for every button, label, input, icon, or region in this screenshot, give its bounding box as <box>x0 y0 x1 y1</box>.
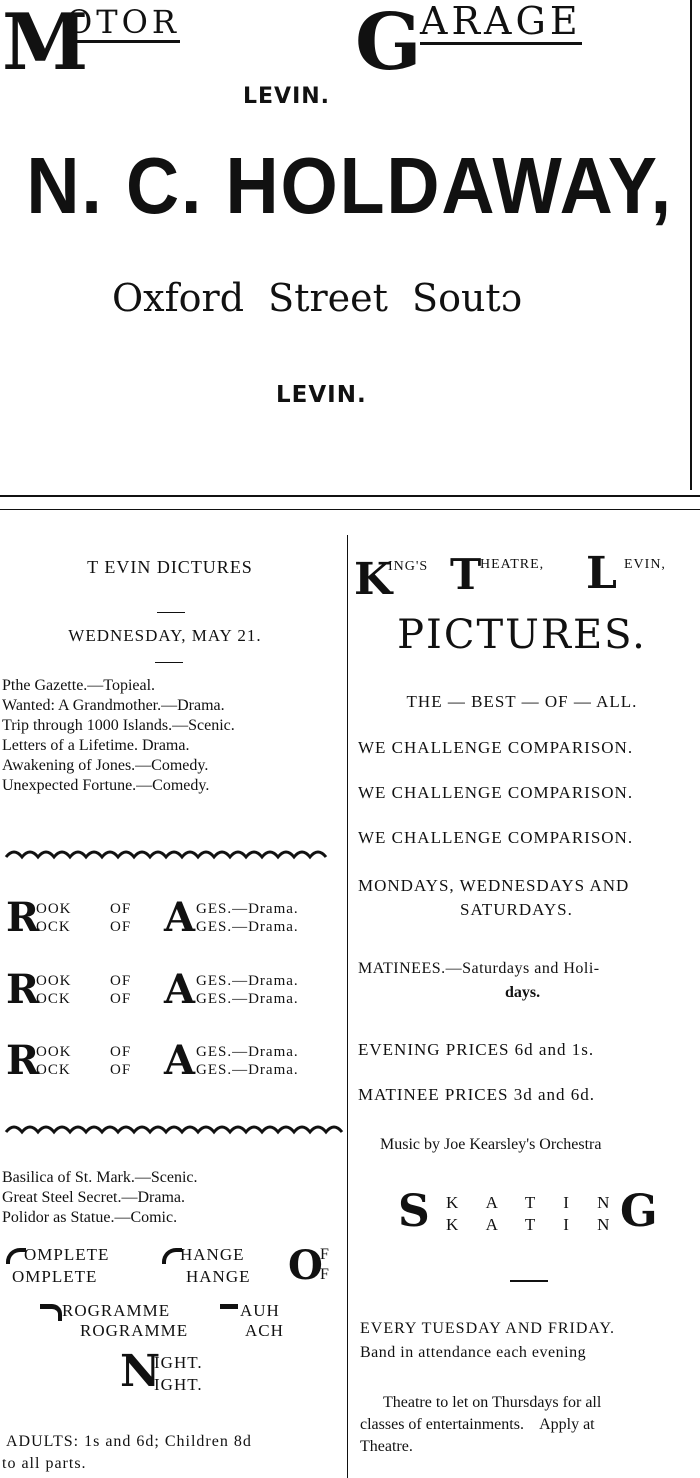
program-item: Great Steel Secret.—Drama. <box>2 1189 186 1206</box>
rock-line-b: OCK <box>36 991 71 1007</box>
rock-line-b: OCK <box>36 919 71 935</box>
drop-cap: R <box>6 894 40 941</box>
street-address: Oxford Street Soutɔ <box>112 276 522 320</box>
garage-initial: G <box>355 0 422 88</box>
kings-theatre-title <box>354 548 700 605</box>
theatre-let-note: Theatre to let on Thursdays for all <box>383 1394 602 1411</box>
decorative-p-cap <box>40 1304 62 1321</box>
garage-rest: ARAGE <box>420 0 582 43</box>
change-line-b: HANGE <box>186 1267 251 1286</box>
band-note: Band in attendance each evening <box>360 1344 587 1361</box>
rock-line-b: OCK <box>36 1062 71 1078</box>
decorative-c-cap <box>6 1248 26 1264</box>
drop-cap: O <box>288 1242 323 1289</box>
ages-line-b: GES.—Drama. <box>196 991 299 1007</box>
column-divider <box>347 535 348 1478</box>
town-label-bottom: LEVIN. <box>276 382 367 408</box>
of-line-b: OF <box>110 1062 132 1078</box>
decorative-c-cap <box>162 1248 182 1264</box>
ages-line-a: GES.—Drama. <box>196 1044 299 1060</box>
change-line-a: HANGE <box>180 1245 245 1264</box>
of-line-a: OF <box>110 901 132 917</box>
levin-word: EVIN, <box>624 557 666 572</box>
drop-cap: T <box>450 550 482 599</box>
town-label-top: LEVIN. <box>243 84 331 109</box>
program-item: Awakening of Jones.—Comedy. <box>2 757 209 774</box>
drop-cap: A <box>164 966 196 1013</box>
program-item: Letters of a Lifetime. Drama. <box>2 737 190 754</box>
advert-border-right <box>690 0 692 490</box>
drop-cap: N <box>120 1346 161 1397</box>
night-line-b: IGHT. <box>154 1375 203 1394</box>
theatre-let-note-cont: classes of entertainments. Apply at <box>360 1416 595 1433</box>
of-line-b: OF <box>110 991 132 1007</box>
show-date: WEDNESDAY, MAY 21. <box>68 626 262 645</box>
ages-line-a: GES.—Drama. <box>196 973 299 989</box>
ages-line-a: GES.—Drama. <box>196 901 299 917</box>
of-line-a: OF <box>110 1044 132 1060</box>
rock-line-a: OOK <box>36 901 72 917</box>
decorative-e-cap <box>220 1304 238 1315</box>
motor-initial: M <box>2 0 89 88</box>
complete-line-a: OMPLETE <box>24 1245 110 1264</box>
drop-cap: A <box>164 894 196 941</box>
screening-days: MONDAYS, WEDNESDAYS AND <box>358 876 630 895</box>
of-suffix-a: F <box>320 1246 330 1263</box>
pictures-heading: PICTURES. <box>397 612 647 658</box>
program-list-2 <box>2 1168 198 1228</box>
of-suffix-b: F <box>320 1266 330 1283</box>
wavy-divider <box>4 845 336 865</box>
programme-line-b: ROGRAMME <box>80 1321 189 1340</box>
levin-pictures-title: T EVIN DICTURES <box>87 557 253 577</box>
advert-border-bottom <box>0 495 700 497</box>
challenge-line: WE CHALLENGE COMPARISON. <box>358 783 634 802</box>
challenge-line: WE CHALLENGE COMPARISON. <box>358 828 634 847</box>
short-rule <box>510 1280 548 1282</box>
program-item: Pthe Gazette.—Topieal. <box>2 677 156 694</box>
program-list-1 <box>2 676 235 796</box>
evening-prices: EVENING PRICES 6d and 1s. <box>358 1040 595 1059</box>
complete-line-b: OMPLETE <box>12 1267 98 1286</box>
drop-cap: A <box>164 1037 196 1084</box>
program-item: Wanted: A Grandmother.—Drama. <box>2 697 225 714</box>
matinees-line: MATINEES.—Saturdays and Holi- <box>358 960 600 977</box>
motor-rest: OTOR <box>66 3 180 41</box>
admission-prices: ADULTS: 1s and 6d; Children 8d <box>6 1433 252 1450</box>
matinee-prices: MATINEE PRICES 3d and 6d. <box>358 1085 596 1104</box>
skating-line-a: K A T I N <box>446 1193 622 1212</box>
screening-days-cont: SATURDAYS. <box>460 900 573 919</box>
program-item: Unexpected Fortune.—Comedy. <box>2 777 210 794</box>
each-line-b: ACH <box>245 1321 284 1340</box>
drop-cap: S <box>398 1186 430 1237</box>
drop-cap: L <box>586 548 617 599</box>
rock-line-a: OOK <box>36 1044 72 1060</box>
ages-line-b: GES.—Drama. <box>196 1062 299 1078</box>
matinees-line-cont: days. <box>505 984 541 1001</box>
each-line-a: AUH <box>240 1301 280 1320</box>
drop-cap: R <box>6 1037 40 1084</box>
challenge-line: WE CHALLENGE COMPARISON. <box>358 738 634 757</box>
short-rule <box>157 612 185 613</box>
theatre-word: HEATRE, <box>480 557 545 572</box>
rock-line-a: OOK <box>36 973 72 989</box>
wavy-divider <box>4 1120 340 1140</box>
admission-prices-cont: to all parts. <box>2 1455 87 1472</box>
program-item: Polidor as Statue.—Comic. <box>2 1209 178 1226</box>
of-line-b: OF <box>110 919 132 935</box>
best-of-all: THE — BEST — OF — ALL. <box>406 692 638 711</box>
program-item: Basilica of St. Mark.—Scenic. <box>2 1169 198 1186</box>
skating-line-b: K A T I N <box>446 1215 622 1234</box>
proprietor-name: N. C. HOLDAWAY, <box>26 141 673 230</box>
drop-cap: R <box>6 966 40 1013</box>
ages-line-b: GES.—Drama. <box>196 919 299 935</box>
programme-line-a: ROGRAMME <box>62 1301 171 1320</box>
theatre-let-note-end: Theatre. <box>360 1438 413 1455</box>
advert-border-bottom-thin <box>0 509 700 510</box>
of-line-a: OF <box>110 973 132 989</box>
kings-word: ING'S <box>388 559 429 574</box>
orchestra-note: Music by Joe Kearsley's Orchestra <box>380 1136 602 1153</box>
drop-cap: K <box>354 554 393 605</box>
night-line-a: IGHT. <box>154 1353 203 1372</box>
program-item: Trip through 1000 Islands.—Scenic. <box>2 717 235 734</box>
short-rule <box>155 662 183 663</box>
skating-days: EVERY TUESDAY AND FRIDAY. <box>360 1320 615 1337</box>
drop-cap: G <box>620 1186 658 1237</box>
